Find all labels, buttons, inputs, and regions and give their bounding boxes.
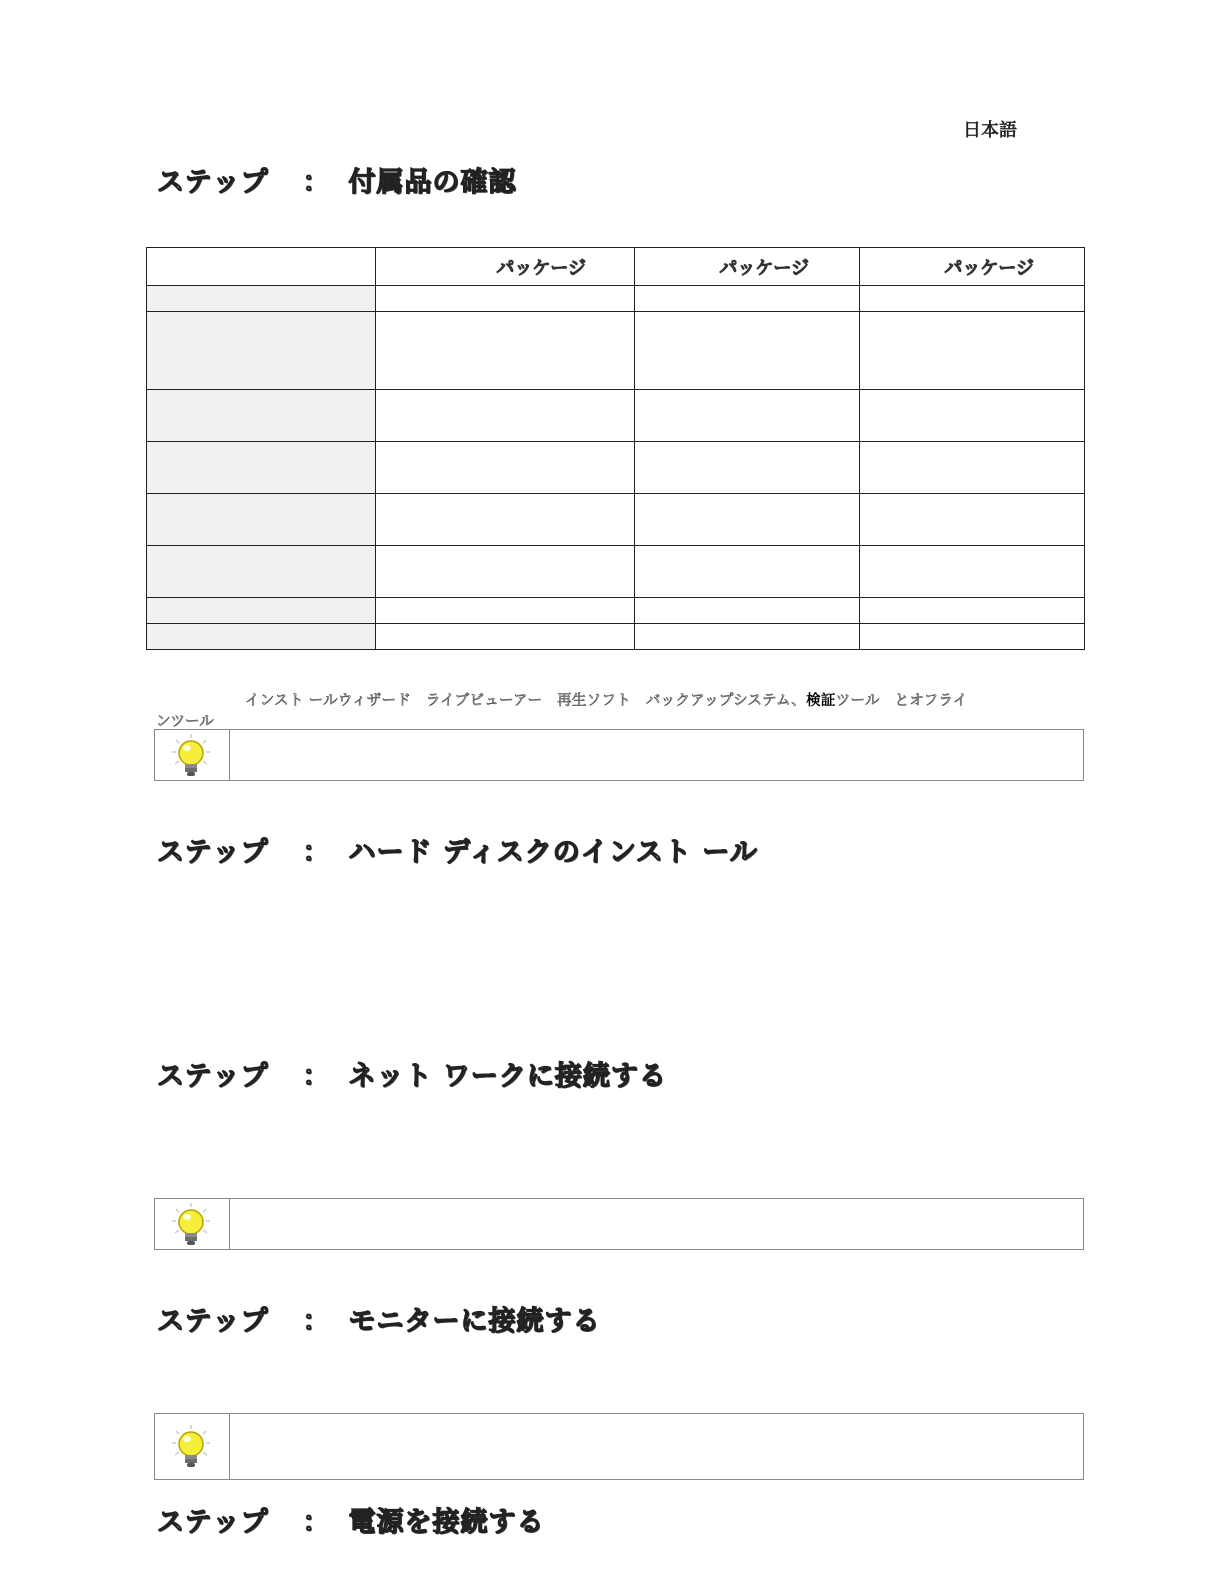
software-list-part1: インスト ールウィザード ライブビューアー 再生ソフト バックアップシステム、 — [245, 693, 807, 709]
tip-icon-cell — [155, 1199, 230, 1249]
step4-heading — [157, 1299, 600, 1338]
software-list-part2: ツール とオフライ — [835, 693, 968, 709]
language-label: 日本語 — [963, 120, 1017, 141]
tip-box — [154, 1413, 1084, 1480]
software-list-line — [245, 689, 968, 710]
step3-heading — [157, 1054, 667, 1093]
tip-box — [154, 729, 1084, 781]
step1-label: ステップ — [157, 167, 269, 198]
table-row — [147, 286, 1085, 312]
table-row — [147, 546, 1085, 598]
lightbulb-icon — [171, 1202, 211, 1248]
tip-icon-cell — [155, 1414, 230, 1479]
step1-colon: ： — [302, 167, 331, 198]
table-header-package: パッケージ — [635, 248, 860, 286]
tip-icon-cell — [155, 730, 230, 780]
step2-colon: ： — [302, 837, 331, 868]
step2-title: ハード ディスクのインスト ール — [348, 837, 758, 868]
lightbulb-icon — [171, 1424, 211, 1470]
table-row — [147, 442, 1085, 494]
step4-colon: ： — [302, 1306, 331, 1337]
table-header-row — [147, 248, 1085, 286]
table-row — [147, 494, 1085, 546]
step2-label: ステップ — [157, 837, 269, 868]
tip-box — [154, 1198, 1084, 1250]
table-header-package: パッケージ — [376, 248, 635, 286]
step4-label: ステップ — [157, 1306, 269, 1337]
step3-colon: ： — [302, 1061, 331, 1092]
table-row — [147, 598, 1085, 624]
step1-title: 付属品の確認 — [348, 167, 517, 198]
package-contents-table — [146, 247, 1085, 650]
table-row — [147, 312, 1085, 390]
step5-heading — [157, 1500, 544, 1539]
step1-heading — [157, 160, 516, 199]
step3-label: ステップ — [157, 1061, 269, 1092]
software-list-line-continued: ンツール — [156, 714, 214, 730]
step2-heading — [157, 830, 758, 869]
step5-title: 電源を接続する — [348, 1507, 545, 1538]
software-list-bold: 検証 — [806, 693, 836, 709]
table-row — [147, 390, 1085, 442]
lightbulb-icon — [171, 733, 211, 779]
step5-label: ステップ — [157, 1507, 269, 1538]
step3-title: ネット ワークに接続する — [348, 1061, 667, 1092]
step5-colon: ： — [302, 1507, 331, 1538]
step4-title: モニターに接続する — [348, 1306, 601, 1337]
table-header-package: パッケージ — [860, 248, 1085, 286]
table-row — [147, 624, 1085, 650]
table-header-empty — [147, 248, 376, 286]
